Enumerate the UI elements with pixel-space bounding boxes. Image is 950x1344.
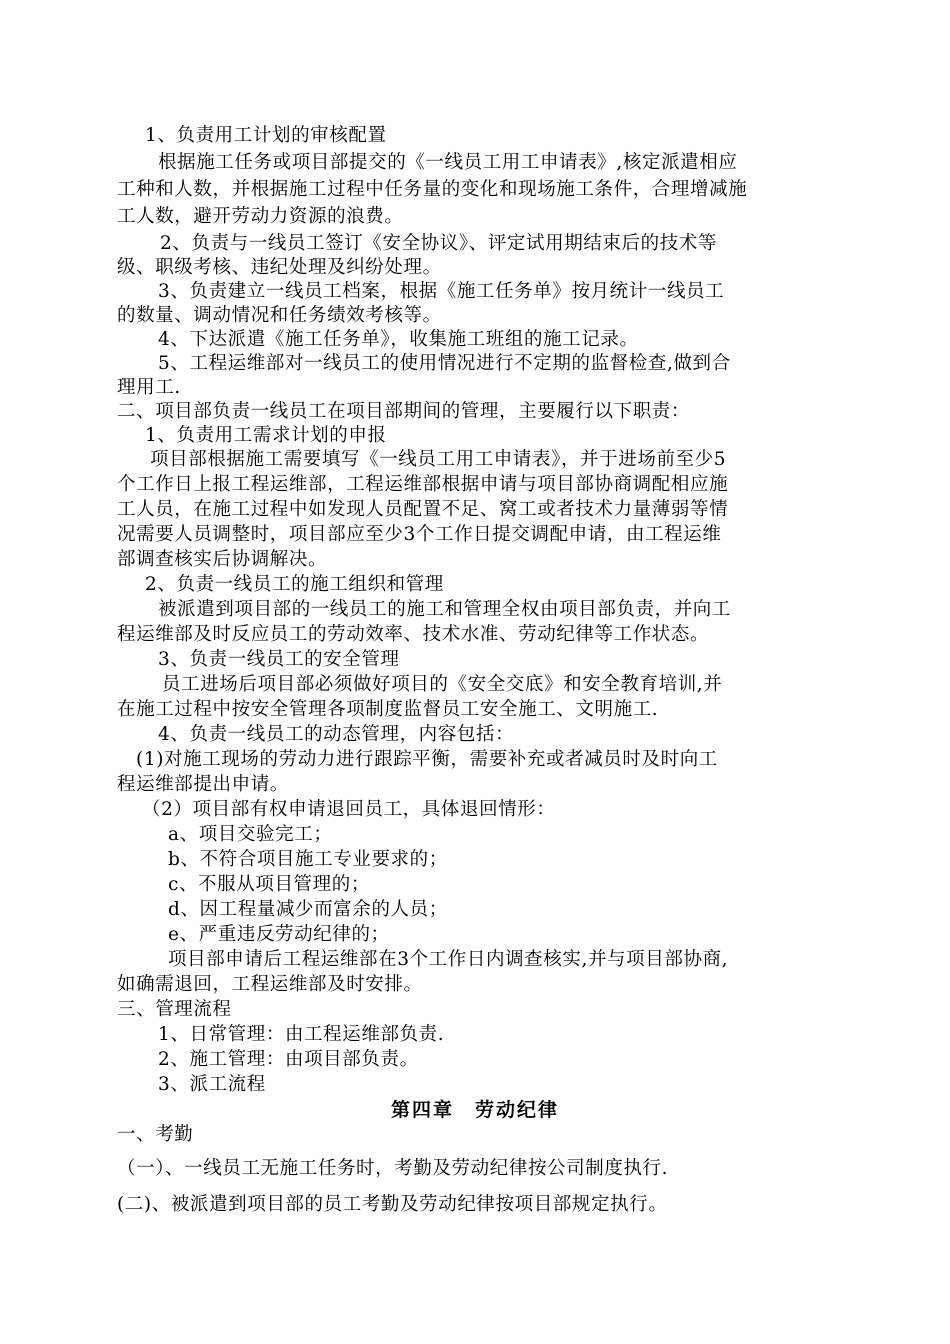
text-line: 部调查核实后协调解决。 [117, 549, 328, 570]
text-line: 工种和人数，并根据施工过程中任务量的变化和现场施工条件，合理增减施 [117, 179, 748, 200]
text-line: 级、职级考核、违纪处理及纠纷处理。 [117, 257, 442, 278]
text-line: 1、日常管理：由工程运维部负责. [158, 1024, 445, 1045]
text-line: 工人员，在施工过程中如发现人员配置不足、窝工或者技术力量薄弱等情 [117, 499, 729, 520]
text-line: 被派遣到项目部的一线员工的施工和管理全权由项目部负责，并向工 [158, 599, 732, 620]
chapter-title: 第四章 劳动纪律 [390, 1099, 559, 1121]
text-line: 况需要人员调整时，项目部应至少3个工作日提交调配申请，由工程运维 [117, 524, 722, 545]
text-line: 2、施工管理：由项目部负责。 [158, 1049, 419, 1070]
section-heading: 二、项目部负责一线员工在项目部期间的管理，主要履行以下职责： [117, 401, 691, 422]
list-item: a、项目交验完工； [168, 824, 333, 845]
list-item: c、不服从项目管理的； [168, 874, 370, 895]
text-line: 的数量、调动情况和任务绩效考核等。 [117, 305, 442, 326]
text-line: 程运维部及时反应员工的劳动效率、技术水准、劳动纪律等工作状态。 [117, 624, 710, 645]
text-line: （2）项目部有权申请退回员工，具体退回情形： [142, 799, 556, 820]
text-line: 项目部根据施工需要填写《一线员工用工申请表》，并于进场前至少5 [150, 449, 727, 470]
list-item: d、因工程量减少而富余的人员； [168, 899, 448, 920]
text-line: 员工进场后项目部必须做好项目的《安全交底》和安全教育培训,并 [162, 674, 723, 695]
text-line: 1、负责用工计划的审核配置 [145, 125, 387, 146]
text-line: 个工作日上报工程运维部，工程运维部根据申请与项目部协商调配相应施 [117, 474, 729, 495]
text-line: 4、下达派遣《施工任务单》，收集施工班组的施工记录。 [158, 329, 639, 350]
text-line: 3、负责建立一线员工档案，根据《施工任务单》按月统计一线员工 [158, 281, 725, 302]
list-item: e、严重违反劳动纪律的； [168, 924, 390, 945]
text-line: 5、工程运维部对一线员工的使用情况进行不定期的监督检查,做到合 [158, 353, 731, 374]
text-line: 在施工过程中按安全管理各项制度监督员工安全施工、文明施工. [117, 699, 659, 720]
text-line: 3、负责一线员工的安全管理 [158, 649, 400, 670]
text-line: 4、负责一线员工的动态管理，内容包括： [158, 724, 515, 745]
section-heading: 三、管理流程 [117, 999, 232, 1020]
text-line: (二)、被派遣到项目部的员工考勤及劳动纪律按项目部规定执行。 [117, 1194, 668, 1215]
text-line: 3、派工流程 [158, 1074, 266, 1095]
text-line: 1、负责用工需求计划的申报 [145, 425, 387, 446]
text-line: 工人数，避开劳动力资源的浪费。 [117, 206, 404, 227]
text-line: （一）、一线员工无施工任务时，考勤及劳动纪律按公司制度执行. [117, 1158, 669, 1179]
text-line: 根据施工任务或项目部提交的《一线员工用工申请表》,核定派遣相应 [158, 152, 738, 173]
text-line: 2、负责与一线员工签订《安全协议》、评定试用期结束后的技术等 [160, 233, 718, 254]
list-item: b、不符合项目施工专业要求的； [168, 849, 448, 870]
section-heading: 一、考勤 [117, 1124, 194, 1145]
text-line: (1)对施工现场的劳动力进行跟踪平衡，需要补充或者减员时及时向工 [136, 749, 718, 770]
text-line: 程运维部提出申请。 [117, 774, 289, 795]
text-line: 如确需退回，工程运维部及时安排。 [117, 974, 423, 995]
text-line: 项目部申请后工程运维部在3个工作日内调查核实,并与项目部协商, [168, 949, 729, 970]
text-line: 理用工. [117, 377, 181, 398]
text-line: 2、负责一线员工的施工组织和管理 [145, 574, 444, 595]
